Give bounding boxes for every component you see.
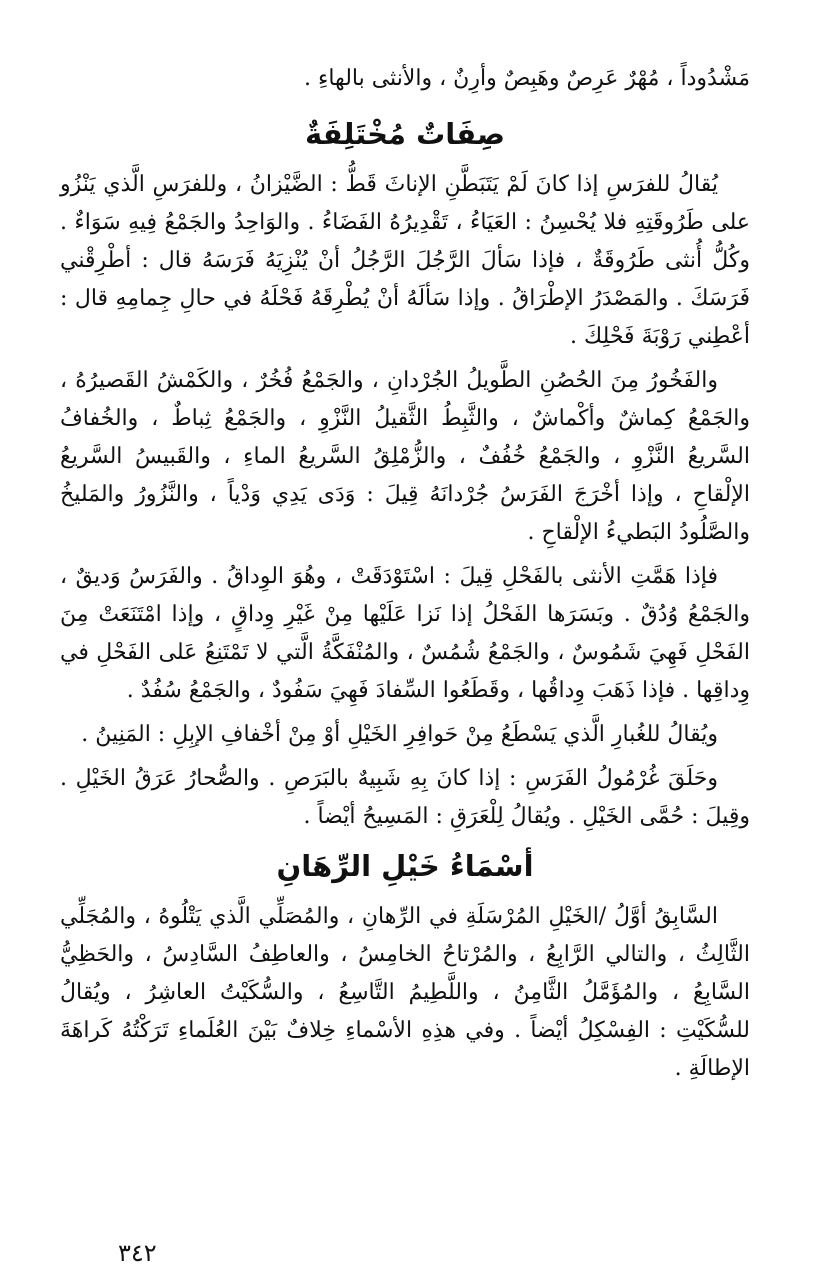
- paragraph: السَّابِقُ أوَّلُ /الخَيْلِ المُرْسَلَةِ في الرِّهانِ ، والمُصَلِّي الَّذي يَتْلُوهُ ، والمُجَلِّي الثَّالِثُ ، والتالي الرَّابِعُ ، والمُرْتاحُ الخامِسُ ، والعاطِفُ السَّادِسُ ، والحَظِيُّ السَّابِعُ ، والمُؤَمَّلُ الثَّامِنُ ، واللَّطِيمُ التَّاسِعُ ، والسُّكَيْتُ العاشِرُ ، ويُقالُ للسُّكَيْتِ : الفِسْكِلُ أيْضاً . وفي هذِهِ الأسْماءِ خِلافٌ بَيْنَ العُلَماءِ تَرَكْتُهُ كَراهَةَ الإطالَةِ .: [60, 904, 750, 1081]
- book-page: [60, 60, 750, 1270]
- paragraph: ويُقالُ للغُبارِ الَّذي يَسْطَعُ مِنْ حَوافِرِ الخَيْلِ أوْ مِنْ أخْفافِ الإبِلِ : المَنِينُ .: [81, 722, 718, 747]
- section-different-traits: [60, 112, 750, 836]
- paragraph: فإذا هَمَّتِ الأنثى بالفَحْلِ قِيلَ : اسْتَوْدَقَتْ ، وهُوَ الوِداقُ . والفَرَسُ وَديقٌ ، والجَمْعُ وُدُقٌ . وبَسَرَها الفَحْلُ إذا نَزا عَلَيْها مِنْ غَيْرِ وِداقٍ ، وإذا امْتَنَعَتْ مِنَ الفَحْلِ فَهِيَ شَمُوسٌ ، والجَمْعُ شُمُسٌ ، والمُنْفَكَّةُ الَّتي لا تَمْتَنِعُ عَلى الفَحْلِ في وِداقِها . فإذا ذَهَبَ وِداقُها ، وقَطَعُوا السِّفادَ فَهِيَ سَفُودٌ ، والجَمْعُ سُفُدٌ .: [60, 564, 750, 703]
- continuation-line: مَشْدُوداً ، مُهْرٌ عَرِصٌ وهَبِصٌ وأرِنٌ ، والأنثى بالهاءِ .: [304, 66, 750, 91]
- section-race-horse-names: [60, 844, 750, 1088]
- paragraph: والفَخُورُ مِنَ الحُصُنِ الطَّويلُ الجُرْدانِ ، والجَمْعُ فُخُرٌ ، والكَمْشُ القَصيرُهُ ، والجَمْعُ كِماشٌ وأكْماشٌ ، والثَّبِطُ الثَّقيلُ النَّزْوِ ، والجَمْعُ ثِباطٌ ، والخُفافُ السَّريعُ النَّزْوِ ، والجَمْعُ خُفُفٌ ، والزُّمْلِقُ السَّريعُ الماءِ ، والقَبيسُ السَّريعُ الإلْقاحِ ، وإذا أخْرَجَ الفَرَسُ جُرْدانَهُ قِيلَ : وَدَى يَدِي وَدْياً ، والنَّزُورُ والمَليخُ والصَّلُودُ البَطيءُ الإلْقاحِ .: [60, 368, 751, 545]
- paragraph: يُقالُ للفرَسِ إذا كانَ لَمْ يَتَبَطَّنِ الإناثَ قَطُّ : الضَّيْزانُ ، وللفرَسِ الَّذي يَنْزُو على طَرُوقَتِهِ فلا يُحْسِنُ : العَيَاءُ ، تَقْدِيرُهُ الفَضَاءُ . والوَاحِدُ والجَمْعُ فِيهِ سَوَاءٌ . وكُلُّ أُنثى طَرُوقَةٌ ، فإذا سَألَ الرَّجُلَ الرَّجُلُ أنْ يُنْزِيَهُ فَرَسَهُ قال : أطْرِقْني فَرَسَكَ . والمَصْدَرُ الإطْرَاقُ . وإذا سَألَهُ أنْ يُطْرِقَهُ فَحْلَهُ في حالِ جِمامِهِ قال : أعْطِني رَوْبَةَ فَحْلِكَ .: [60, 172, 750, 349]
- section-heading: أسْمَاءُ خَيْلِ الرِّهَانِ: [276, 849, 534, 883]
- paragraph: وحَلَقَ غُرْمُولُ الفَرَسِ : إذا كانَ بِهِ شَبِيهٌ بالبَرَصِ . والصُّحارُ عَرَقُ الخَيْلِ . وقِيلَ : حُمَّى الخَيْلِ . ويُقالُ لِلْعَرَقِ : المَسِيحُ أيْضاً .: [60, 766, 750, 829]
- section-heading: صِفَاتٌ مُخْتَلِفَةٌ: [304, 117, 505, 151]
- page-number: ٣٤٢: [118, 1239, 157, 1267]
